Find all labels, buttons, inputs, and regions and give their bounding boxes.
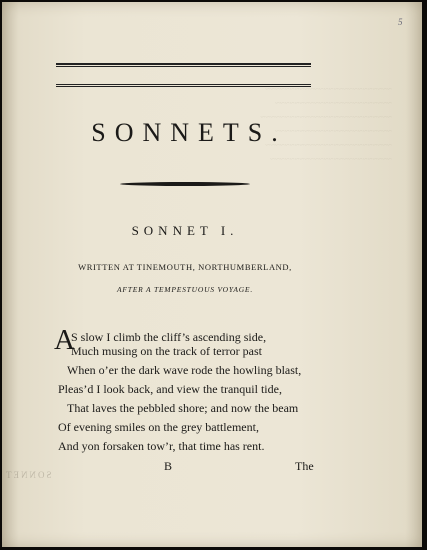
sonnet-heading: SONNET I. [131, 223, 239, 238]
sonnet-subtitle-italic: AFTER A TEMPESTUOUS VOYAGE. [117, 285, 253, 294]
sonnet-subtitle: WRITTEN AT TINEMOUTH, NORTHUMBERLAND, [78, 262, 292, 272]
top-rule-thin [56, 66, 311, 67]
poem-line: When o’er the dark wave rode the howling blast, [67, 363, 302, 377]
show-through-text: ~~~~~~~~~~~~~~~~~~~~~~~~~~ ~~~~~~~~~~~~~~~~~~~~~~~~ ~~~~~~~~~~~~~~~~~~~~~~~~~~~ ~~~~~~~~~~~~~~~~~~~~~~~~ ~~~~~~~~~~~~~~~~~~~~~~~~~~ ~~~~~~~~~~~~~~~~~~~~~~~~~ [260, 84, 392, 164]
poem-line: S slow I climb the cliff’s ascending side, [71, 330, 267, 344]
poem-line: And yon forsaken tow’r, that time has rent. [58, 439, 265, 453]
poem-line: Pleas’d I look back, and view the tranquil tide, [58, 382, 282, 396]
second-rule-thin [56, 86, 311, 87]
poem-line: Much musing on the track of terror past [71, 344, 262, 358]
catchword: The [295, 459, 314, 473]
show-through-stamp: SONNET [4, 470, 52, 480]
poem-line: Of evening smiles on the grey battlement, [58, 420, 259, 434]
book-page [2, 2, 422, 547]
page-title: SONNETS. [91, 118, 287, 147]
second-rule [56, 84, 311, 85]
poem-line: That laves the pebbled shore; and now the beam [67, 401, 299, 415]
drop-capital: A [54, 324, 75, 356]
ornamental-rule [120, 182, 250, 186]
signature-mark: B [164, 459, 173, 473]
folio-number: 5 [398, 17, 403, 27]
top-rule [56, 63, 311, 65]
